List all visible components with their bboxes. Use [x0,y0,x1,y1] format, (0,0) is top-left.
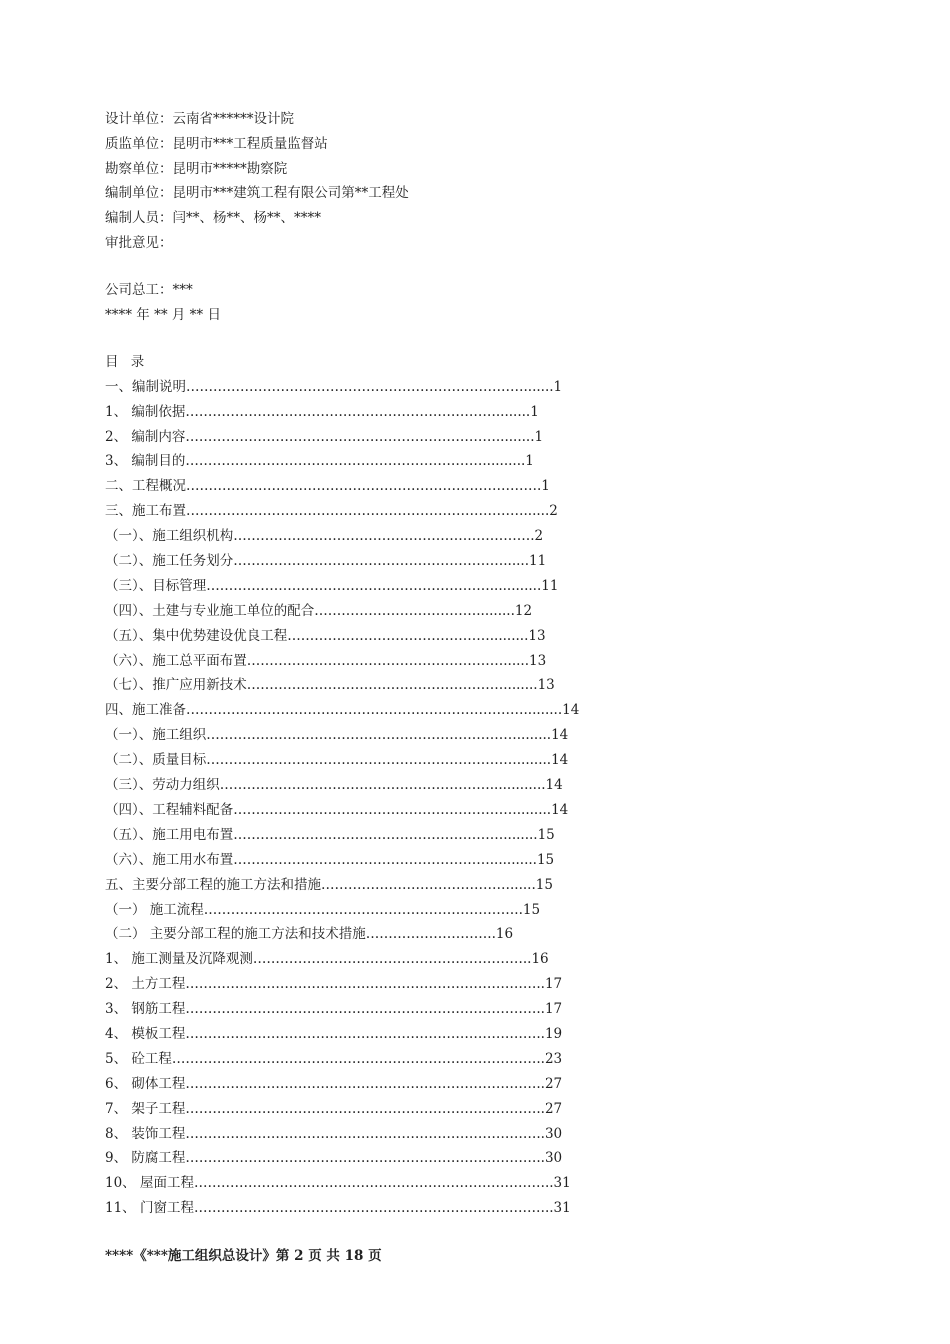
quality-supervision-unit-line: 质监单位：昆明市***工程质量监督站 [105,135,328,152]
toc-entry[interactable]: （三）、目标管理………………………………………………………............11 [105,577,559,594]
spacer [105,256,805,278]
toc-entries [105,375,805,1221]
toc-entry[interactable]: （三）、劳动力组织…………………………………………………….............14 [105,777,563,794]
toc-entry[interactable]: 一、编制说明………………………………………………………………….......1 [105,378,563,395]
toc-entry[interactable]: 7、 架子工程……………………………………………………………………..27 [105,1100,563,1117]
toc-entry[interactable]: 6、 砌体工程……………………………………………………………………..27 [105,1075,563,1092]
compilers-line: 编制人员：闫**、杨**、杨**、**** [105,210,321,227]
toc-entry[interactable]: 9、 防腐工程……………………………………………………………………..30 [105,1150,563,1167]
date-line: **** 年 ** 月 ** 日 [105,306,221,323]
toc-entry[interactable]: （一）、施工组织机构………………………………………………………….2 [105,528,544,545]
toc-entry[interactable]: 10、 屋面工程……………………………………………………………………..31 [105,1175,571,1192]
toc-entry[interactable]: 1、 编制依据……………………………………………………………........1 [105,403,539,420]
compilation-unit-line: 编制单位：昆明市***建筑工程有限公司第**工程处 [105,185,409,202]
toc-entry[interactable]: 五、主要分部工程的施工方法和措施……………………………………......15 [105,876,553,893]
toc-entry[interactable]: 2、 编制内容…………………………………………………………….........1 [105,428,544,445]
design-unit-line: 设计单位：云南省******设计院 [105,111,294,127]
toc-entry[interactable]: 三、施工布置…………………………………………………………………......2 [105,503,558,520]
toc-entry[interactable]: （一） 施工流程……………………………………………………………..15 [105,901,541,918]
toc-entry[interactable]: （二） 主要分部工程的施工方法和技术措施………………………..16 [105,926,514,943]
survey-unit-line: 勘察单位：昆明市*****勘察院 [105,160,288,177]
project-info-block [105,107,805,327]
toc-entry[interactable]: 11、 门窗工程……………………………………………………………………..31 [105,1200,571,1217]
toc-entry[interactable]: 5、 砼工程………………………………………………………………………..23 [105,1050,563,1067]
toc-entry[interactable]: （四）、土建与专业施工单位的配合……………………………….........12 [105,602,533,619]
toc-entry[interactable]: （六）、施工用水布置…………………………………………………...........15 [105,851,555,868]
toc-entry[interactable]: 1、 施工测量及沉降观测……………………………………………………..16 [105,951,549,968]
page-footer: ****《***施工组织总设计》第 2 页 共 18 页 [105,1248,382,1264]
approval-opinion-line: 审批意见： [105,234,173,251]
toc-entry[interactable]: （五）、施工用电布置……………………………………………………........15 [105,826,555,843]
toc-entry[interactable]: 二、工程概况…………………………………………………………………….1 [105,478,550,495]
toc-entry[interactable]: 4、 模板工程……………………………………………………………………..19 [105,1025,563,1042]
toc-entry[interactable]: 四、施工准备………………………………………………………………….........14 [105,702,580,719]
toc-entry[interactable]: 3、 编制目的…………………………………………………………..........1 [105,453,534,470]
toc-entry[interactable]: （四）、工程辅料配备………………………………………………………........14 [105,801,569,818]
toc-entry[interactable]: （七）、推广应用新技术…………………………………………………........13 [105,677,555,694]
toc-entry[interactable]: 2、 土方工程……………………………………………………………………..17 [105,976,563,993]
toc-entry[interactable]: （五）、集中优势建设优良工程……………………………………….........13 [105,627,546,644]
toc-entry[interactable]: （二）、施工任务划分……………………………………………………......11 [105,553,547,570]
table-of-contents [105,350,805,1221]
toc-entry[interactable]: （一）、施工组织……………………………………………………………........14 [105,727,569,744]
chief-engineer-line: 公司总工：*** [105,281,193,298]
toc-entry[interactable]: 3、 钢筋工程……………………………………………………………………..17 [105,1001,563,1018]
toc-title: 目 录 [105,354,149,370]
toc-entry[interactable]: （二）、质量目标……………………………………………………………........14 [105,752,569,769]
toc-entry[interactable]: 8、 装饰工程……………………………………………………………………..30 [105,1125,563,1142]
toc-entry[interactable]: （六）、施工总平面布置…………………………………………………......13 [105,652,547,669]
